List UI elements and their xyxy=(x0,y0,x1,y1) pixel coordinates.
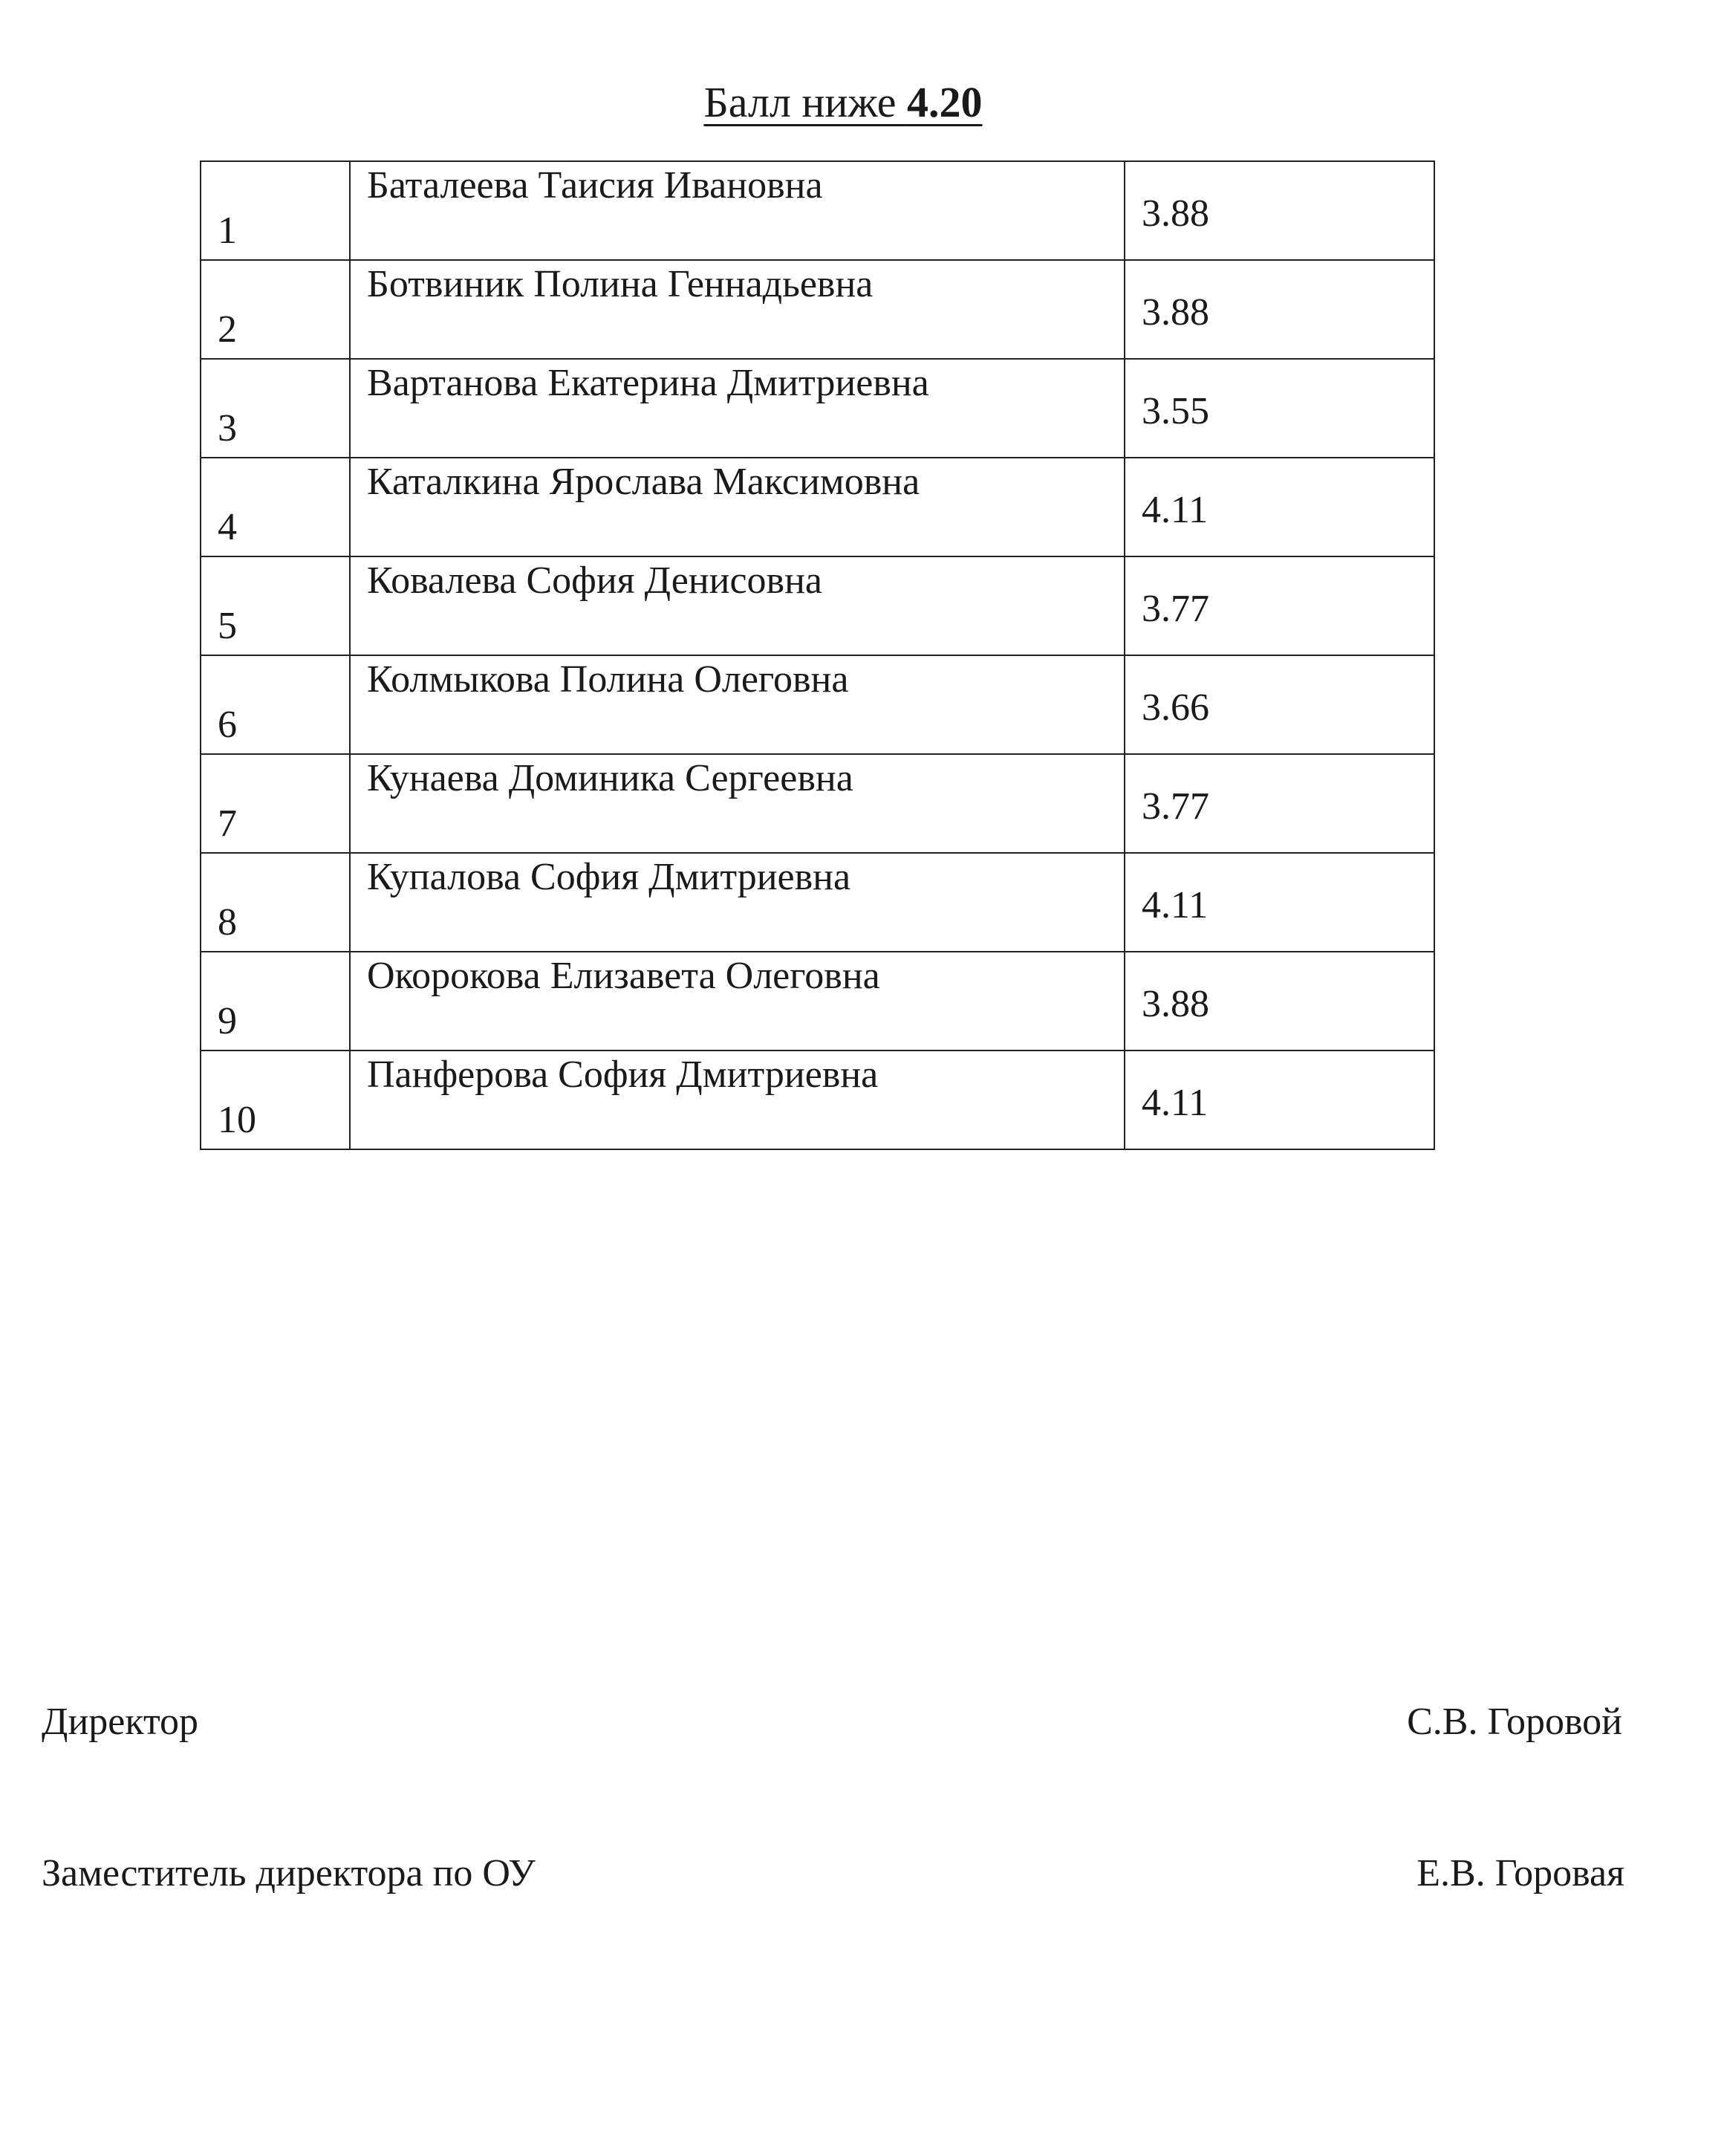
student-name-cell xyxy=(350,458,1125,556)
student-name-cell xyxy=(350,655,1125,754)
row-number-cell xyxy=(201,161,350,260)
row-number: 2 xyxy=(218,308,237,351)
student-name-cell xyxy=(350,359,1125,458)
row-number-cell xyxy=(201,853,350,952)
student-name: Ботвиник Полина Геннадьевна xyxy=(367,263,874,305)
row-number-cell xyxy=(201,359,350,458)
row-number-cell xyxy=(201,260,350,359)
student-score: 3.88 xyxy=(1142,291,1209,334)
student-name: Панферова София Дмитриевна xyxy=(367,1053,879,1096)
table-row xyxy=(201,1051,1434,1149)
score-cell xyxy=(1125,458,1434,556)
student-score: 3.77 xyxy=(1142,785,1209,828)
student-score: 4.11 xyxy=(1142,884,1209,926)
score-cell xyxy=(1125,556,1434,655)
student-name: Купалова София Дмитриевна xyxy=(367,856,851,898)
row-number-cell xyxy=(201,1051,350,1149)
row-number: 5 xyxy=(218,605,237,647)
row-number: 6 xyxy=(218,704,237,746)
deputy-name: Е.В. Горовая xyxy=(1416,1852,1624,1894)
row-number: 3 xyxy=(218,407,237,449)
row-number-cell xyxy=(201,754,350,853)
table-row xyxy=(201,952,1434,1051)
score-cell xyxy=(1125,1051,1434,1149)
deputy-position: Заместитель директора по ОУ xyxy=(42,1852,536,1894)
student-score: 4.11 xyxy=(1142,489,1209,531)
row-number: 1 xyxy=(218,210,237,252)
table-row xyxy=(201,754,1434,853)
student-score: 3.66 xyxy=(1142,686,1209,729)
student-score: 3.88 xyxy=(1142,192,1209,235)
score-cell xyxy=(1125,952,1434,1051)
student-name-cell xyxy=(350,556,1125,655)
score-cell xyxy=(1125,260,1434,359)
student-name: Вартанова Екатерина Дмитриевна xyxy=(367,362,929,404)
score-cell xyxy=(1125,754,1434,853)
row-number: 7 xyxy=(218,802,237,845)
score-cell xyxy=(1125,853,1434,952)
student-name-cell xyxy=(350,1051,1125,1149)
row-number: 8 xyxy=(218,901,237,944)
student-name-cell xyxy=(350,161,1125,260)
table-row xyxy=(201,556,1434,655)
director-position: Директор xyxy=(42,1701,198,1743)
student-name: Кунаева Доминика Сергеевна xyxy=(367,757,853,799)
student-name: Окорокова Елизавета Олеговна xyxy=(367,955,880,997)
row-number-cell xyxy=(201,655,350,754)
student-score: 4.11 xyxy=(1142,1082,1209,1124)
student-score: 3.55 xyxy=(1142,390,1209,432)
table-row xyxy=(201,359,1434,458)
student-score: 3.77 xyxy=(1142,588,1209,630)
row-number-cell xyxy=(201,952,350,1051)
title-text xyxy=(703,78,982,126)
table-row xyxy=(201,853,1434,952)
score-cell xyxy=(1125,655,1434,754)
score-cell xyxy=(1125,161,1434,260)
table-row xyxy=(201,655,1434,754)
student-name-cell xyxy=(350,754,1125,853)
table-row xyxy=(201,260,1434,359)
table-row xyxy=(201,458,1434,556)
student-score: 3.88 xyxy=(1142,983,1209,1025)
director-name: С.В. Горовой xyxy=(1407,1701,1622,1743)
title-threshold: 4.20 xyxy=(907,78,983,126)
student-name: Ковалева София Денисовна xyxy=(367,559,822,602)
student-name-cell xyxy=(350,260,1125,359)
row-number: 4 xyxy=(218,506,237,548)
student-name-cell xyxy=(350,853,1125,952)
table-row xyxy=(201,161,1434,260)
student-name: Каталкина Ярослава Максимовна xyxy=(367,461,920,503)
title-prefix: Балл ниже xyxy=(703,78,908,126)
row-number-cell xyxy=(201,458,350,556)
page-title xyxy=(0,73,1686,132)
row-number-cell xyxy=(201,556,350,655)
row-number: 9 xyxy=(218,1000,237,1042)
student-name-cell xyxy=(350,952,1125,1051)
scores-table xyxy=(200,160,1435,1150)
student-name: Колмыкова Полина Олеговна xyxy=(367,658,849,701)
score-cell xyxy=(1125,359,1434,458)
student-name: Баталеева Таисия Ивановна xyxy=(367,164,823,207)
row-number: 10 xyxy=(218,1099,256,1141)
